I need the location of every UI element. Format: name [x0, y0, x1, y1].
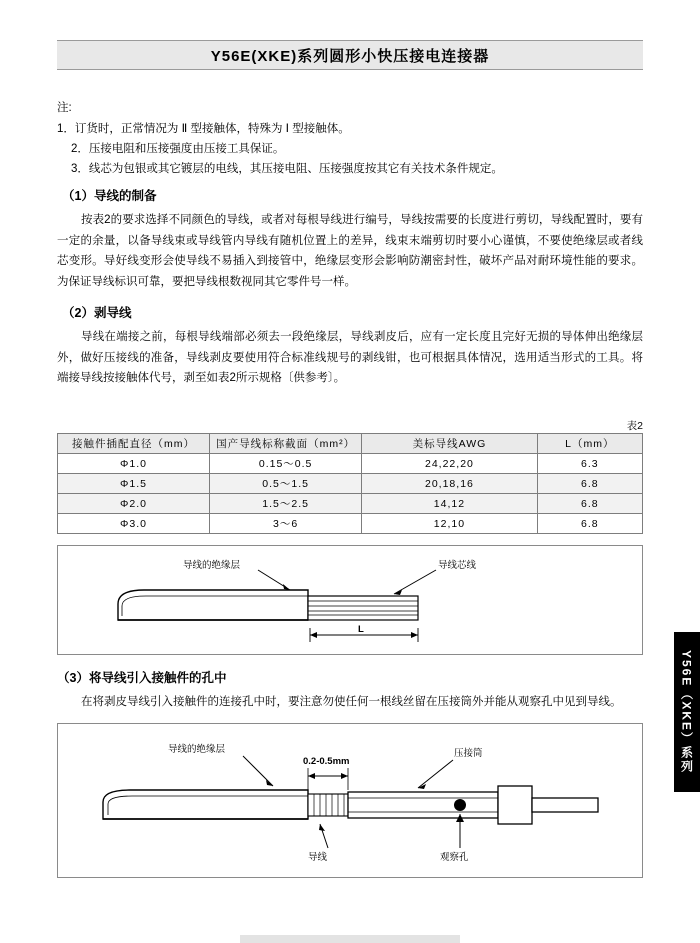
- table-cell: 3～6: [210, 514, 362, 534]
- table-row: [58, 474, 643, 494]
- section-heading-3: （3）将导线引入接触件的孔中: [57, 671, 227, 685]
- table-cell: 6.8: [537, 494, 642, 514]
- table-column-header: 国产导线标称截面（mm²）: [210, 434, 362, 454]
- figure-stripped-wire: [57, 545, 643, 655]
- table-cell: Φ1.0: [58, 454, 210, 474]
- table-column-header: L（mm）: [537, 434, 642, 454]
- table-column-header: 接触件插配直径（mm）: [58, 434, 210, 454]
- table-caption: 表2: [626, 420, 643, 432]
- table-row: [58, 514, 643, 534]
- side-tab-label: Y56E（XKE）系列: [679, 649, 694, 775]
- table-column-header: 美标导线AWG: [362, 434, 538, 454]
- section-body-1: 按表2的要求选择不同颜色的导线，或者对每根导线进行编号，导线按需要的长度进行剪切，导线配置时，要有一定的余量，以备导线束或导线管内导线有随机位置上的差异，线束末端剪切时要小心谨慎，不要使绝缘层或者线芯变形。导好线变形会使导线不易插入到接管中，绝缘层变形会影响防潮密封性，破坏产品对耐环境性能的要求。为保证导线标识可靠，要把导线根数视同其它零件号一样。: [57, 214, 643, 288]
- table-cell: 6.3: [537, 454, 642, 474]
- spec-table: [57, 433, 643, 534]
- figure2-label-gap: 0.2-0.5mm: [303, 756, 350, 767]
- notes-label: 注:: [57, 102, 72, 114]
- table-cell: 1.5～2.5: [210, 494, 362, 514]
- table-cell: 6.8: [537, 514, 642, 534]
- notes-block: [57, 98, 643, 179]
- note-item-3: 3．线芯为包银或其它镀层的电线，其压接电阻、压接强度按其它有关技术条件规定。: [71, 163, 503, 175]
- note-item-2: 2．压接电阻和压接强度由压接工具保证。: [71, 143, 285, 155]
- figure1-label-core: 导线芯线: [438, 560, 477, 571]
- section-body-3: 在将剥皮导线引入接触件的连接孔中时，要注意勿使任何一根线丝留在压接筒外并能从观察孔中见到导线。: [81, 696, 622, 708]
- table-cell: 24,22,20: [362, 454, 538, 474]
- table-cell: 20,18,16: [362, 474, 538, 494]
- figure2-label-inspection-hole: 观察孔: [440, 852, 469, 863]
- page-title: Y56E(XKE)系列圆形小快压接电连接器: [210, 47, 490, 65]
- table-cell: 0.15～0.5: [210, 454, 362, 474]
- table-cell: Φ3.0: [58, 514, 210, 534]
- note-item-1: 1．订货时，正常情况为 Ⅱ 型接触体，特殊为 Ⅰ 型接触体。: [57, 123, 350, 135]
- figure1-label-insulation: 导线的绝缘层: [183, 560, 241, 571]
- table-cell: 0.5～1.5: [210, 474, 362, 494]
- table-cell: Φ1.5: [58, 474, 210, 494]
- side-tab-series: [674, 632, 700, 792]
- table-cell: 6.8: [537, 474, 642, 494]
- figure1-label-length: L: [358, 624, 364, 635]
- table-header-row: [58, 434, 643, 454]
- figure2-label-wire: 导线: [308, 852, 328, 863]
- table-cell: 14,12: [362, 494, 538, 514]
- figure2-label-barrel: 压接筒: [454, 748, 483, 759]
- table-cell: 12,10: [362, 514, 538, 534]
- section-body-2: 导线在端接之前，每根导线端部必须去一段绝缘层，导线剥皮后，应有一定长度且完好无损的导体伸出绝缘层外，做好压接线的准备，导线剥皮要使用符合标准线规号的剥线钳，也可根据具体情况，选用适当形式的工具。将端接导线按接触体代号，剥至如表2所示规格〔供参考〕。: [57, 331, 643, 384]
- table-row: [58, 454, 643, 474]
- figure-wire-insertion: [57, 723, 643, 878]
- table-row: [58, 494, 643, 514]
- page-footer-strip: [240, 935, 460, 943]
- table-cell: Φ2.0: [58, 494, 210, 514]
- page-title-bar: [57, 40, 643, 70]
- figure2-label-insulation: 导线的绝缘层: [168, 744, 226, 755]
- section-heading-1: （1）导线的制备: [62, 189, 157, 203]
- section-heading-2: （2）剥导线: [62, 306, 132, 320]
